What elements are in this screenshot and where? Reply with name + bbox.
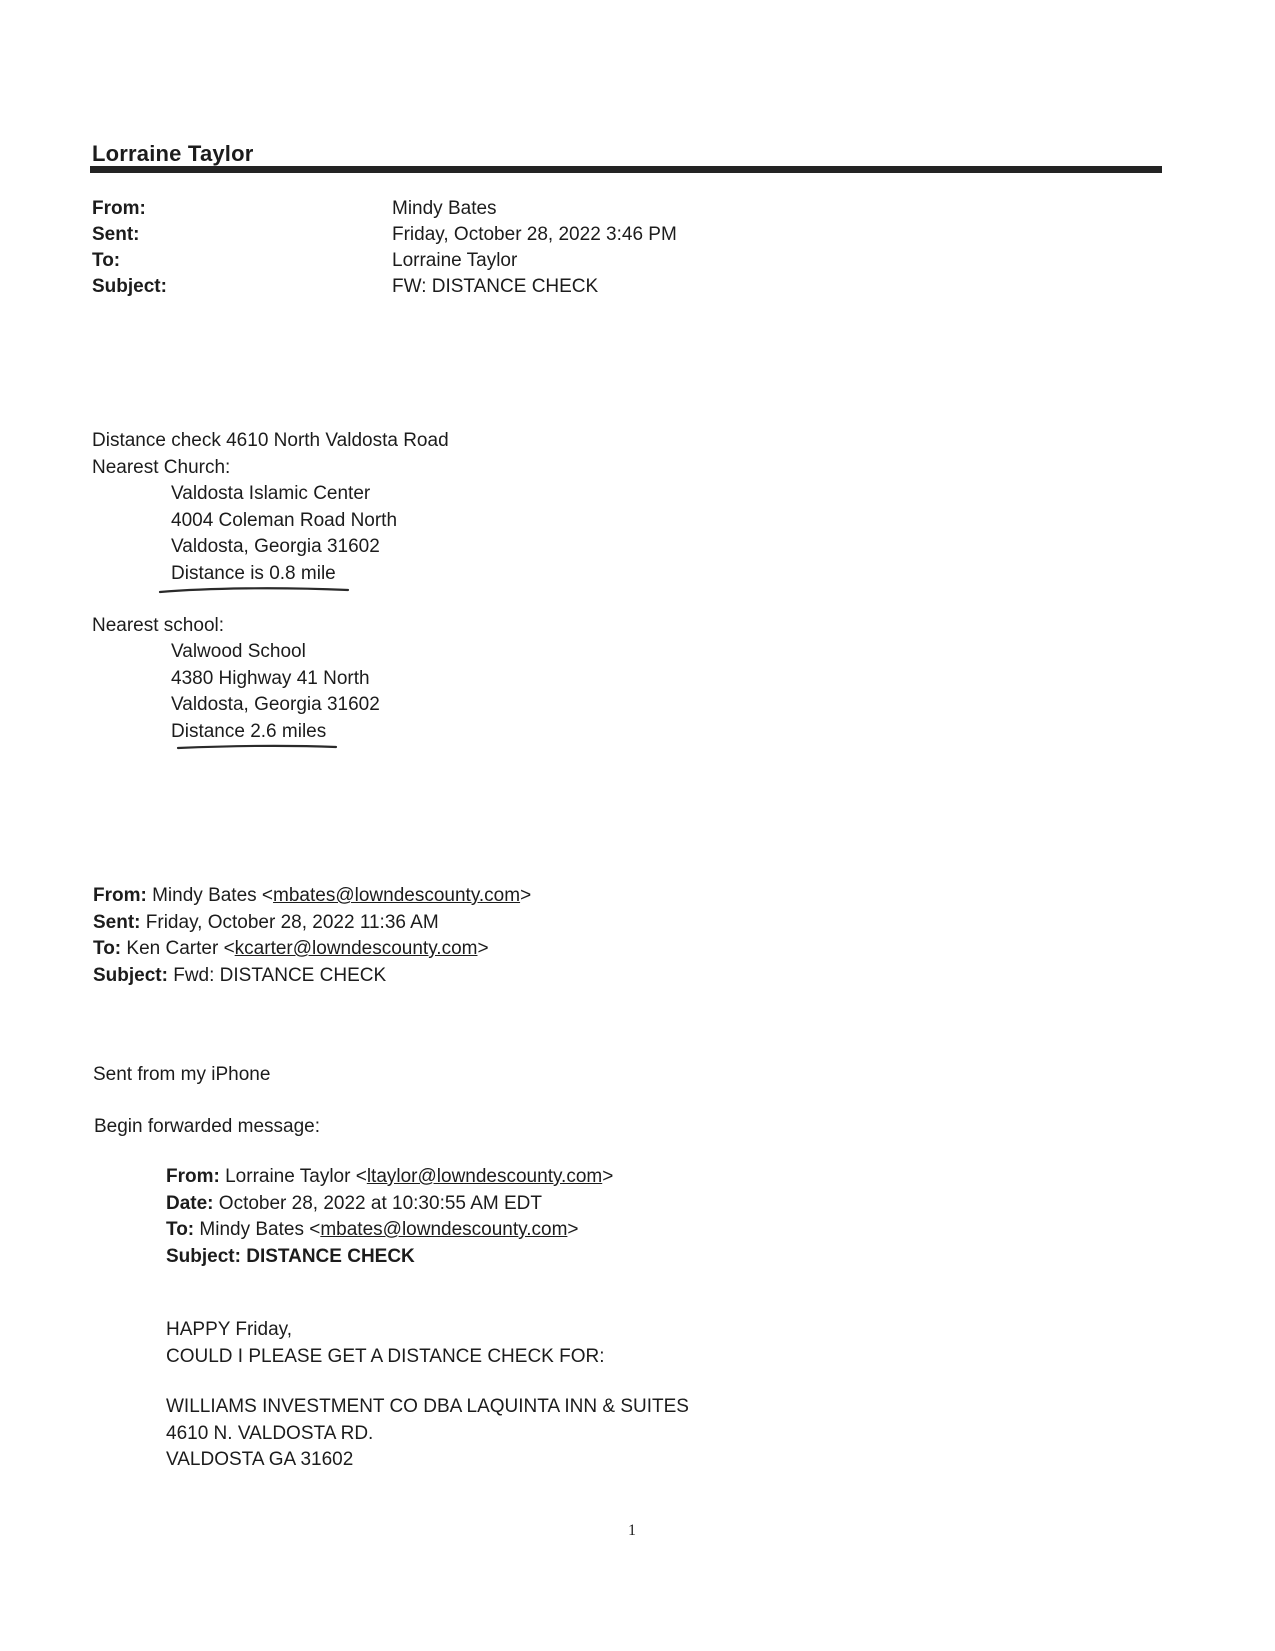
- church-city: Valdosta, Georgia 31602: [171, 536, 380, 557]
- forward1-to-name: Ken Carter: [126, 938, 219, 959]
- forward1-sent-value: Friday, October 28, 2022 11:36 AM: [145, 911, 439, 933]
- header-sent-label: Sent:: [92, 224, 140, 245]
- forward1-header: [93, 883, 531, 989]
- header-subject-value: FW: DISTANCE CHECK: [392, 276, 599, 297]
- forward2-from-line: From: Lorraine Taylor <ltaylor@lowndescounty.com>: [166, 1166, 614, 1187]
- message-greeting: HAPPY Friday,: [166, 1319, 293, 1340]
- forward2-to-email-link[interactable]: mbates@lowndescounty.com: [320, 1219, 568, 1240]
- page-number: 1: [628, 1522, 636, 1539]
- forward1-subject-label: Subject:: [93, 964, 168, 986]
- church-address-block: [171, 481, 397, 587]
- original-message-address: [166, 1394, 689, 1474]
- forward2-to-line: To: Mindy Bates <mbates@lowndescounty.com>: [166, 1219, 579, 1240]
- forward2-from-label: From:: [166, 1166, 220, 1187]
- header-from-value: Mindy Bates: [392, 198, 497, 219]
- forward1-from-line: From: Mindy Bates <mbates@lowndescounty.com>: [93, 885, 532, 906]
- message-city: VALDOSTA GA 31602: [166, 1449, 354, 1470]
- church-distance: Distance is 0.8 mile: [171, 562, 336, 584]
- forward1-from-email-link[interactable]: mbates@lowndescounty.com: [273, 885, 521, 906]
- school-street: 4380 Highway 41 North: [171, 667, 370, 689]
- forward1-to-line: To: Ken Carter <kcarter@lowndescounty.com>: [93, 938, 489, 959]
- header-subject-label: Subject:: [92, 276, 167, 297]
- school-distance-pen-underline: [176, 742, 340, 752]
- church-street: 4004 Coleman Road North: [171, 509, 398, 531]
- sent-from-iphone: Sent from my iPhone: [93, 1064, 271, 1085]
- forward1-sent-label: Sent:: [93, 911, 141, 933]
- header-rule: [90, 166, 1162, 173]
- school-city: Valdosta, Georgia 31602: [171, 694, 380, 715]
- forward1-subject-line: [93, 963, 531, 990]
- school-address-block: [171, 639, 380, 745]
- forward2-subject-value: DISTANCE CHECK: [246, 1245, 415, 1267]
- church-name: Valdosta Islamic Center: [171, 483, 371, 504]
- forward1-subject-value: Fwd: DISTANCE CHECK: [173, 964, 387, 986]
- forward2-date-label: Date:: [166, 1192, 214, 1214]
- header-sent-value: Friday, October 28, 2022 3:46 PM: [392, 224, 677, 245]
- message-request: COULD I PLEASE GET A DISTANCE CHECK FOR:: [166, 1345, 605, 1367]
- school-name: Valwood School: [171, 641, 306, 662]
- distance-check-block: [92, 428, 449, 481]
- church-distance-pen-underline: [158, 584, 352, 596]
- forward2-date-line: [166, 1191, 613, 1218]
- begin-forwarded-message: Begin forwarded message:: [94, 1116, 321, 1137]
- school-distance: Distance 2.6 miles: [171, 720, 327, 742]
- forward2-date-value: October 28, 2022 at 10:30:55 AM EDT: [218, 1192, 542, 1214]
- forward2-header: [166, 1164, 613, 1270]
- forward2-from-name: Lorraine Taylor: [225, 1166, 351, 1187]
- forward2-subject-line: [166, 1244, 613, 1271]
- message-street: 4610 N. VALDOSTA RD.: [166, 1422, 374, 1444]
- school-heading: Nearest school:: [92, 615, 225, 636]
- distance-intro: Distance check 4610 North Valdosta Road: [92, 430, 449, 451]
- header-to-value: Lorraine Taylor: [392, 250, 518, 271]
- forward2-from-email-link[interactable]: ltaylor@lowndescounty.com: [366, 1166, 603, 1187]
- church-heading: Nearest Church:: [92, 456, 231, 478]
- forward1-from-label: From:: [93, 885, 147, 906]
- message-business: WILLIAMS INVESTMENT CO DBA LAQUINTA INN & SUITES: [166, 1396, 689, 1417]
- mailbox-owner-name: Lorraine Taylor: [92, 141, 254, 166]
- forward1-from-name: Mindy Bates: [152, 885, 257, 906]
- header-from-label: From:: [92, 198, 146, 219]
- forward1-to-email-link[interactable]: kcarter@lowndescounty.com: [234, 938, 478, 959]
- original-message-intro: [166, 1317, 605, 1370]
- header-to-label: To:: [92, 250, 121, 271]
- forward1-to-label: To:: [93, 938, 122, 959]
- forward2-to-label: To:: [166, 1219, 195, 1240]
- forward2-to-name: Mindy Bates: [199, 1219, 304, 1240]
- forward1-sent-line: [93, 910, 531, 937]
- school-heading-block: [92, 613, 224, 640]
- forward2-subject-label: Subject:: [166, 1245, 241, 1267]
